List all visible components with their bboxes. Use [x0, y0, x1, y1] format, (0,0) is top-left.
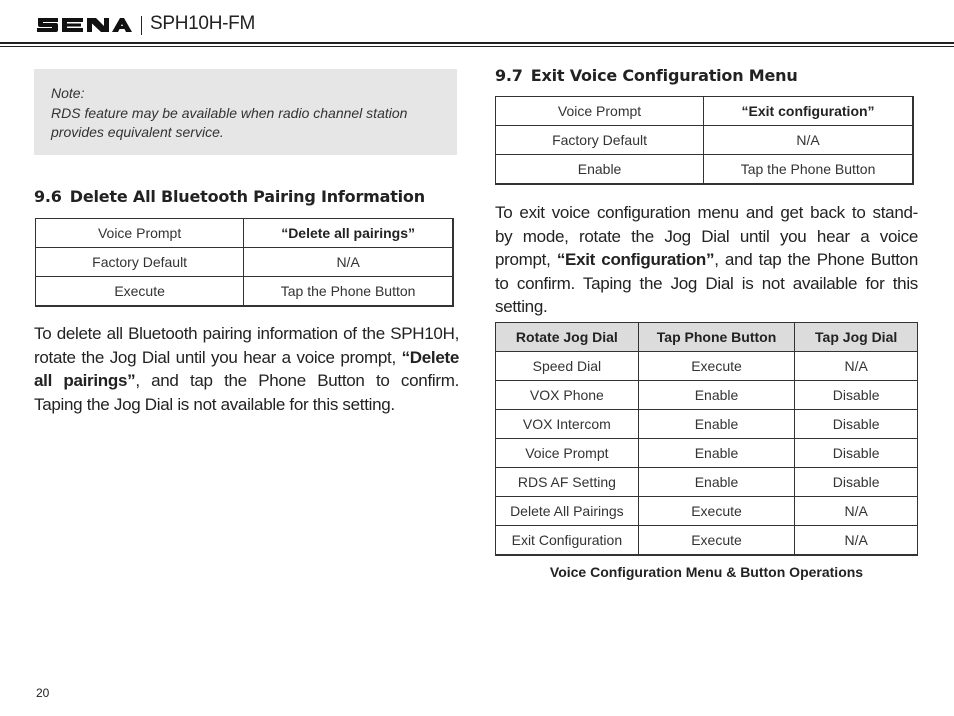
- section-9-7-heading: [495, 66, 798, 85]
- section-number: 9.6: [34, 187, 62, 206]
- table-cell: Execute: [638, 497, 795, 526]
- table-caption: Voice Configuration Menu & Button Operations: [549, 564, 864, 580]
- table-row: [496, 410, 918, 439]
- table-cell: Disable: [795, 468, 918, 497]
- table-cell: Tap the Phone Button: [244, 277, 453, 307]
- table-cell: Disable: [795, 410, 918, 439]
- table-cell: Disable: [795, 381, 918, 410]
- text-run: prompt,: [495, 250, 557, 269]
- page-header: [0, 0, 954, 48]
- paragraph-line: Taping the Jog Dial is not available for this setting.: [34, 394, 395, 414]
- table-cell: RDS AF Setting: [496, 468, 639, 497]
- section-9-6-heading: [34, 187, 425, 206]
- table-row: [496, 468, 918, 497]
- table-cell: Speed Dial: [496, 352, 639, 381]
- table-cell: N/A: [795, 497, 918, 526]
- table-cell: Enable: [638, 410, 795, 439]
- table-cell: VOX Phone: [496, 381, 639, 410]
- paragraph-line: to confirm. Taping the Jog Dial is not available for this: [495, 273, 918, 293]
- model-name: SPH10H-FM: [150, 13, 255, 34]
- table-cell: N/A: [704, 126, 913, 155]
- table-cell: Enable: [638, 468, 795, 497]
- table-cell: N/A: [244, 248, 453, 277]
- paragraph-line: [34, 346, 459, 370]
- table-cell: VOX Intercom: [496, 410, 639, 439]
- table-cell: Tap the Phone Button: [704, 155, 913, 185]
- table-cell: Enable: [638, 381, 795, 410]
- table-row: [496, 352, 918, 381]
- page-number: 20: [36, 686, 50, 700]
- paragraph-line: setting.: [495, 297, 548, 316]
- table-cell: Enable: [496, 155, 704, 185]
- table-cell: Execute: [638, 352, 795, 381]
- note-body: RDS feature may be available when radio channel station provides equivalent service.: [51, 105, 408, 140]
- header-rule-thin: [0, 46, 954, 47]
- table-cell: Factory Default: [496, 126, 704, 155]
- table-cell: Disable: [795, 439, 918, 468]
- table-row: [496, 381, 918, 410]
- table-row: [36, 219, 454, 248]
- column-header: Rotate Jog Dial: [496, 323, 639, 352]
- table-cell: N/A: [795, 526, 918, 556]
- header-rule: [0, 42, 954, 44]
- note-box: [34, 69, 457, 155]
- table-header-row: [496, 323, 918, 352]
- table-cell: Voice Prompt: [496, 439, 639, 468]
- text-run: , and tap the Phone Button to confirm.: [135, 371, 459, 390]
- text-run-bold: “Exit configuration”: [556, 250, 715, 269]
- button-operations-table: [495, 322, 918, 556]
- paragraph-line: To delete all Bluetooth pairing information of the SPH10H,: [34, 324, 459, 343]
- paragraph-line: by mode, rotate the Jog Dial until you hear a voice: [495, 226, 918, 246]
- table-row: [496, 439, 918, 468]
- section-title: Exit Voice Configuration Menu: [530, 66, 798, 85]
- delete-pairings-table: [35, 218, 454, 307]
- paragraph-line: To exit voice configuration menu and get back to stand-: [495, 203, 918, 222]
- paragraph-line: [495, 248, 918, 272]
- table-cell: Exit Configuration: [496, 526, 639, 556]
- table-row: [36, 248, 454, 277]
- column-header: Tap Jog Dial: [795, 323, 918, 352]
- table-cell: Factory Default: [36, 248, 244, 277]
- table-row: [496, 155, 914, 185]
- table-row: [496, 497, 918, 526]
- table-row: [496, 126, 914, 155]
- section-9-6-paragraph: [34, 322, 459, 416]
- paragraph-line: [34, 369, 459, 393]
- section-9-7-paragraph: [495, 201, 918, 319]
- table-cell: Delete All Pairings: [496, 497, 639, 526]
- table-row: [36, 277, 454, 307]
- table-cell: Voice Prompt: [36, 219, 244, 248]
- column-header: Tap Phone Button: [638, 323, 795, 352]
- table-cell: Execute: [638, 526, 795, 556]
- exit-config-table: [495, 96, 914, 185]
- header-separator: [141, 16, 142, 35]
- table-cell: Execute: [36, 277, 244, 307]
- table-row: [496, 526, 918, 556]
- table-row: [496, 97, 914, 126]
- table-cell: N/A: [795, 352, 918, 381]
- table-cell: Enable: [638, 439, 795, 468]
- section-number: 9.7: [495, 66, 523, 85]
- note-title: Note:: [51, 85, 85, 101]
- table-cell: “Delete all pairings”: [244, 219, 453, 248]
- table-cell: “Exit configuration”: [704, 97, 913, 126]
- text-run-bold: “Delete: [401, 347, 459, 367]
- text-run: , and tap the Phone Button: [714, 250, 918, 269]
- table-cell: Voice Prompt: [496, 97, 704, 126]
- text-run-bold: all pairings”: [34, 371, 136, 390]
- text-run: rotate the Jog Dial until you hear a voice prompt,: [34, 347, 402, 367]
- section-title: Delete All Bluetooth Pairing Information: [69, 187, 425, 206]
- sena-logo: [36, 14, 132, 36]
